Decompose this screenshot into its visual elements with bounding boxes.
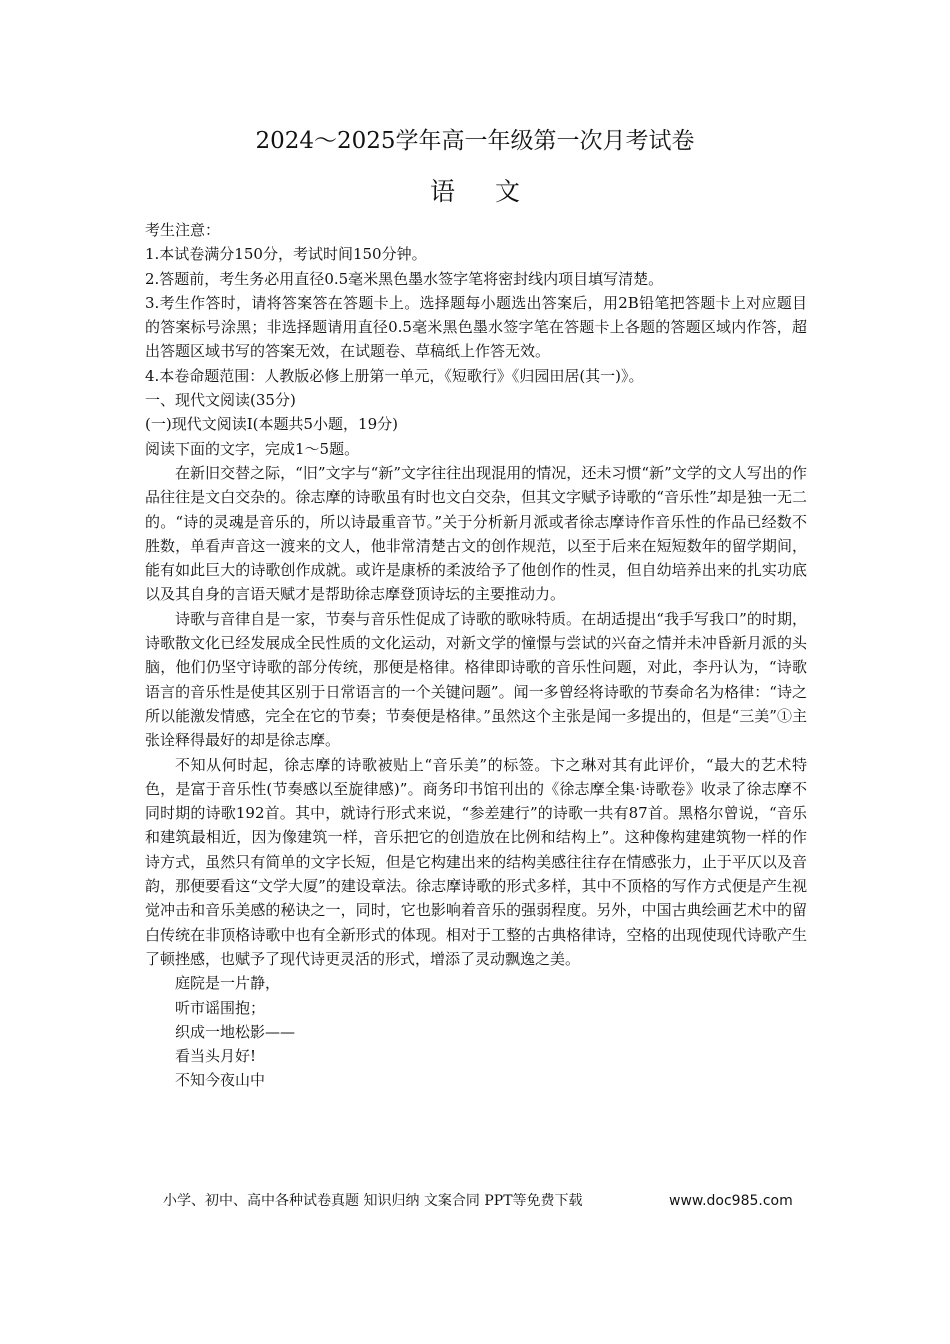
notice-item-4: 4.本卷命题范围：人教版必修上册第一单元，《短歌行》《归园田居(其一)》。 <box>145 366 644 385</box>
poem-line-5: 不知今夜山中 <box>175 1071 266 1090</box>
poem-line-3: 织成一地松影—— <box>175 1022 296 1041</box>
subject-title: 语文 <box>429 177 560 206</box>
section-subheading: (一)现代文阅读Ⅰ(本题共5小题，19分) <box>145 415 398 434</box>
exam-title: 2024～2025学年高一年级第一次月考试卷 <box>255 128 695 154</box>
notice-item-3: 3.考生作答时，请将答案答在答题卡上。选择题每小题选出答案后，用2B铅笔把答题卡上对应题目的答案标号涂黑；非选择题请用直径0.5毫米黑色墨水签字笔在答题卡上各题的答题区域内作答，超出答题区域书写的答案无效，在试题卷、草稿纸上作答无效。 <box>145 293 807 361</box>
notice-item-1: 1.本试卷满分150分，考试时间150分钟。 <box>145 245 427 264</box>
footer-site-link[interactable]: www.doc985.com <box>669 1193 793 1209</box>
poem-line-1: 庭院是一片静， <box>175 974 281 993</box>
reading-instruction: 阅读下面的文字，完成1～5题。 <box>145 439 360 458</box>
notice-heading: 考生注意： <box>145 221 221 239</box>
exam-body <box>145 218 807 1093</box>
passage-paragraph-1: 在新旧交替之际，“旧”文字与“新”文字往往出现混用的情况，还未习惯“新”文学的文人写出的作品往往是文白交杂的。徐志摩的诗歌虽有时也文白交杂，但其文字赋予诗歌的“音乐性”却是独一无二的。“诗的灵魂是音乐的，所以诗最重音节。”关于分析新月派或者徐志摩诗作音乐性的作品已经数不胜数，单看声音这一渡来的文人，他非常清楚古文的创作规范，以至于后来在短短数年的留学期间，能有如此巨大的诗歌创作成就。或许是康桥的柔波给予了他创作的性灵，但自幼培养出来的扎实功底以及其自身的言语天赋才是帮助徐志摩登顶诗坛的主要推动力。 <box>145 463 807 604</box>
poem-line-4: 看当头月好! <box>175 1047 257 1066</box>
notice-item-2: 2.答题前，考生务必用直径0.5毫米黑色墨水签字笔将密封线内项目填写清楚。 <box>145 269 664 288</box>
page-footer <box>163 1190 803 1212</box>
passage-paragraph-2: 诗歌与音律自是一家，节奏与音乐性促成了诗歌的歌咏特质。在胡适提出“我手写我口”的时期，诗歌散文化已经发展成全民性质的文化运动，对新文学的憧憬与尝试的兴奋之情并未冲昏新月派的头脑，他们仍坚守诗歌的部分传统，那便是格律。格律即诗歌的音乐性问题，对此，李丹认为，“诗歌语言的音乐性是使其区别于日常语言的一个关键问题”。闻一多曾经将诗歌的节奏命名为格律：“诗之所以能激发情感，完全在它的节奏；节奏便是格律。”虽然这个主张是闻一多提出的，但是“三美”①主张诠释得最好的却是徐志摩。 <box>145 609 807 750</box>
poem-line-2: 听市谣围抱； <box>175 998 266 1017</box>
footer-text: 小学、初中、高中各种试卷真题 知识归纳 文案合同 PPT等免费下载 <box>163 1193 583 1209</box>
passage-paragraph-3: 不知从何时起，徐志摩的诗歌被贴上“音乐美”的标签。卞之琳对其有此评价，“最大的艺术特色，是富于音乐性(节奏感以至旋律感)”。商务印书馆刊出的《徐志摩全集·诗歌卷》收录了徐志摩不同时期的诗歌192首。其中，就诗行形式来说，“参差建行”的诗歌一共有87首。黑格尔曾说，“音乐和建筑最相近，因为像建筑一样，音乐把它的创造放在比例和结构上”。这种像构建建筑物一样的作诗方式，虽然只有简单的文字长短，但是它构建出来的结构美感往往存在情感张力，止于平仄以及音韵，那便要看这“文学大厦”的建设章法。徐志摩诗歌的形式多样，其中不顶格的写作方式便是产生视觉冲击和音乐美感的秘诀之一，同时，它也影响着音乐的强弱程度。另外，中国古典绘画艺术中的留白传统在非顶格诗歌中也有全新形式的体现。相对于工整的古典格律诗，空格的出现使现代诗歌产生了顿挫感，也赋予了现代诗更灵活的形式，增添了灵动飘逸之美。 <box>145 755 807 968</box>
section-heading: 一、现代文阅读(35分) <box>145 391 296 410</box>
